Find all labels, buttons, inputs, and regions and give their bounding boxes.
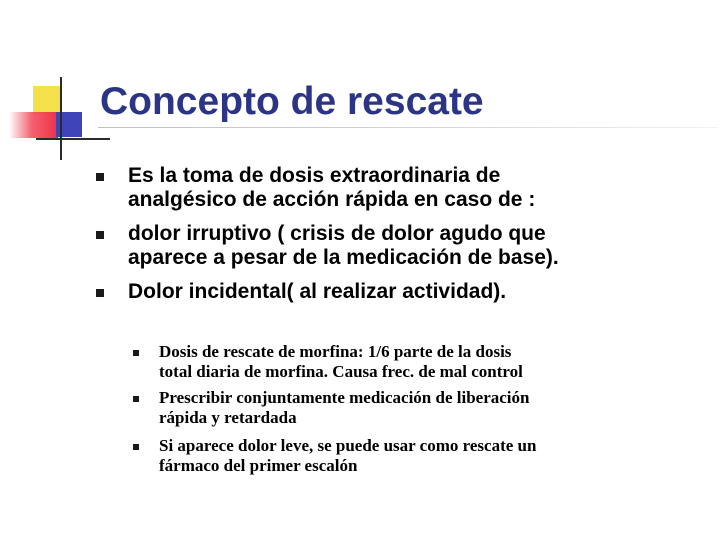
square-bullet-icon — [133, 396, 139, 402]
sub-bullet-text-line: fármaco del primer escalón — [159, 456, 358, 475]
slide-logo-graphic — [0, 0, 110, 170]
sub-bullet-text-line: total diaria de morfina. Causa frec. de mal control — [159, 362, 523, 381]
square-bullet-icon — [133, 444, 139, 450]
square-bullet-icon — [133, 350, 139, 356]
logo-vertical-line — [60, 77, 62, 160]
bullet-text-line: dolor irruptivo ( crisis de dolor agudo que — [128, 222, 546, 245]
bullet-text-line: aparece a pesar de la medicación de base). — [128, 246, 559, 269]
sub-bullet-text-line: Dosis de rescate de morfina: 1/6 parte de la dosis — [159, 342, 512, 361]
bullet-text-line: analgésico de acción rápida en caso de : — [128, 188, 536, 211]
bullet-text-line: Dolor incidental( al realizar actividad). — [128, 280, 507, 303]
logo-red-bar — [10, 112, 58, 138]
square-bullet-icon — [96, 289, 104, 297]
logo-yellow-square — [33, 86, 62, 114]
square-bullet-icon — [96, 173, 104, 181]
bullet-text-line: Es la toma de dosis extraordinaria de — [128, 164, 501, 187]
logo-horizontal-line — [36, 138, 110, 140]
sub-bullet-text-line: rápida y retardada — [159, 408, 297, 427]
title-underline — [98, 127, 718, 128]
square-bullet-icon — [96, 231, 104, 239]
slide-title: Concepto de rescate — [100, 80, 484, 123]
sub-bullet-text-line: Si aparece dolor leve, se puede usar como rescate un — [159, 436, 537, 455]
sub-bullet-text-line: Prescribir conjuntamente medicación de liberación — [159, 388, 530, 407]
